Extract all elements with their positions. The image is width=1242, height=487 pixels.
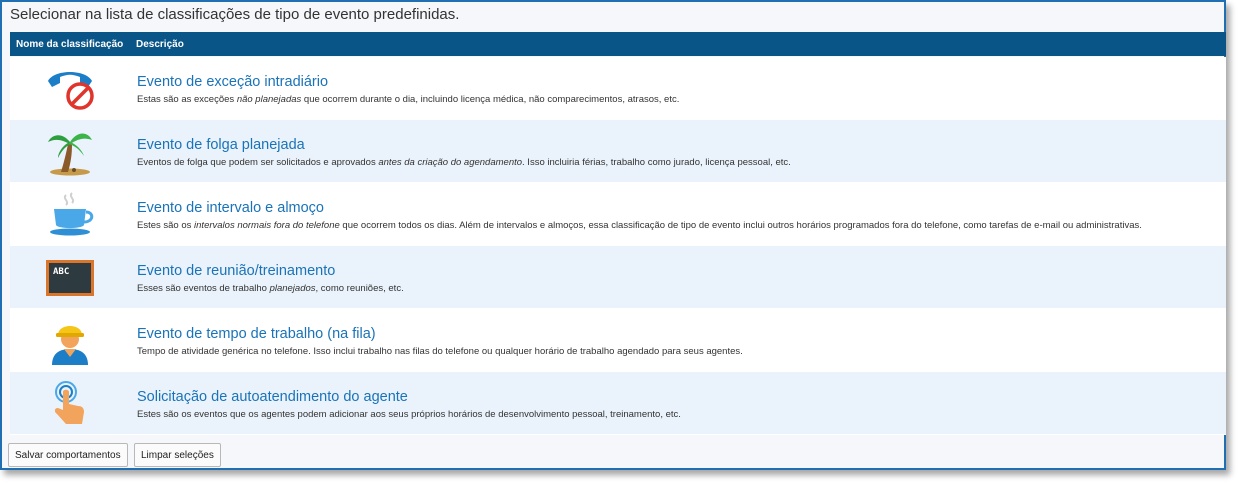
clear-selections-button[interactable]: Limpar seleções [134, 443, 221, 467]
chalkboard-icon [44, 254, 96, 302]
column-header-name: Nome da classificação [16, 39, 124, 50]
chalkboard-text: ABC [53, 267, 70, 277]
event-title-link[interactable]: Evento de folga planejada [137, 137, 305, 153]
event-description: Tempo de atividade genérica no telefone. Isso inclui trabalho nas filas do telefone ou qualquer horário de trabalho agendado para seus agentes. [137, 346, 743, 357]
event-title-link[interactable]: Evento de exceção intradiário [137, 74, 329, 90]
event-description: Estes são os intervalos normais fora do telefone que ocorrem todos os dias. Além de intervalos e almoços, essa classificação de tipo de evento inclui outros horários programados fora do telefone, como tarefas de e-mail ou administrativas. [137, 220, 1142, 231]
event-description: Estas são as exceções não planejadas que ocorrem durante o dia, incluindo licença médica, não comparecimentos, atrasos, etc. [137, 94, 680, 105]
event-title-link[interactable]: Evento de tempo de trabalho (na fila) [137, 326, 376, 342]
table-row[interactable] [10, 309, 1226, 372]
event-type-list [10, 57, 1226, 435]
event-description: Eventos de folga que podem ser solicitados e aprovados antes da criação do agendamento. Isso incluiria férias, trabalho como jurado, licença pessoal, etc. [137, 157, 791, 168]
event-title-link[interactable]: Solicitação de autoatendimento do agente [137, 389, 408, 405]
event-title-link[interactable]: Evento de intervalo e almoço [137, 200, 324, 216]
table-row[interactable] [10, 183, 1226, 246]
palm-tree-icon [44, 128, 96, 176]
column-header-description: Descrição [136, 39, 184, 50]
table-row[interactable] [10, 246, 1226, 309]
page-title: Selecionar na lista de classificações de tipo de evento predefinidas. [10, 6, 460, 23]
worker-helmet-icon [44, 317, 96, 365]
coffee-cup-icon [44, 191, 96, 239]
event-description: Esses são eventos de trabalho planejados, como reuniões, etc. [137, 283, 404, 294]
table-header [10, 32, 1226, 56]
table-row[interactable] [10, 372, 1226, 435]
phone-blocked-icon [44, 65, 96, 113]
table-row[interactable] [10, 120, 1226, 183]
table-row[interactable] [10, 57, 1226, 120]
save-behaviors-button[interactable]: Salvar comportamentos [8, 443, 128, 467]
event-description: Estes são os eventos que os agentes podem adicionar aos seus próprios horários de desenvolvimento pessoal, treinamento, etc. [137, 409, 681, 420]
touch-finger-icon [44, 380, 96, 428]
event-title-link[interactable]: Evento de reunião/treinamento [137, 263, 336, 279]
